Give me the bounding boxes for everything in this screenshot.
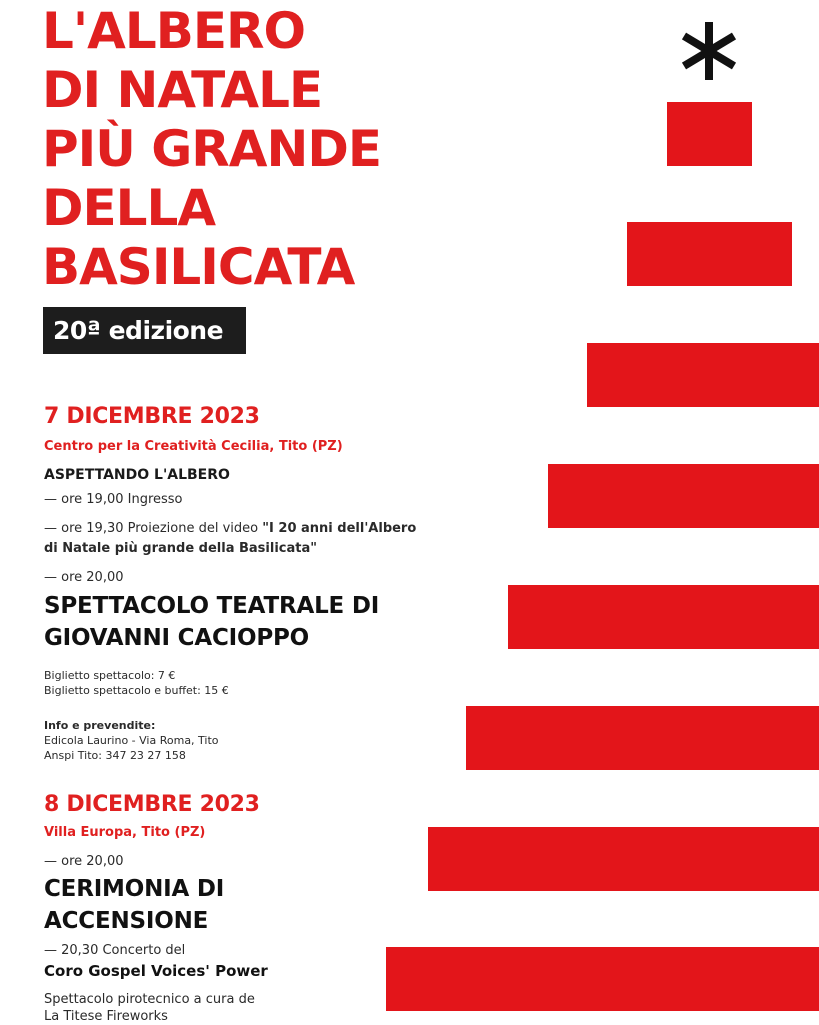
asterisk-star-icon	[676, 18, 742, 84]
event1-line-time: — ore 20,00	[44, 570, 124, 585]
fireworks-line: Spettacolo pirotecnico a cura de	[44, 992, 255, 1007]
video-title-cont: di Natale più grande della Basilicata"	[44, 541, 318, 556]
ticket-price: Biglietto spettacolo e buffet: 15 €	[44, 684, 229, 697]
event1-line-proiezione	[44, 521, 416, 536]
event1-tickets	[44, 668, 229, 698]
event1-date: 7 DICEMBRE 2023	[44, 404, 260, 429]
event1-line-ingresso: — ore 19,00 Ingresso	[44, 492, 183, 507]
video-title: "I 20 anni dell'Albero	[262, 521, 417, 536]
event1-venue: Centro per la Creatività Cecilia, Tito (PZ)	[44, 439, 343, 454]
title-line: DI NATALE	[42, 61, 323, 119]
tree-bar	[508, 585, 819, 649]
event2-fireworks	[44, 991, 255, 1025]
title-line: BASILICATA	[42, 238, 355, 296]
info-label: Info e prevendite:	[44, 719, 156, 732]
event2-venue: Villa Europa, Tito (PZ)	[44, 825, 206, 840]
ceremony-title-line: ACCENSIONE	[44, 908, 209, 934]
event1-show-title	[44, 590, 379, 654]
event2-choir-name: Coro Gospel Voices' Power	[44, 962, 268, 980]
info-line: Anspi Tito: 347 23 27 158	[44, 749, 186, 762]
event2-line-time: — ore 20,00	[44, 854, 124, 869]
title-line: L'ALBERO	[42, 2, 305, 60]
ceremony-title-line: CERIMONIA DI	[44, 876, 225, 902]
tree-bar	[587, 343, 819, 407]
info-line: Edicola Laurino - Via Roma, Tito	[44, 734, 219, 747]
poster-title	[42, 2, 381, 297]
proiezione-text: — ore 19,30 Proiezione del video	[44, 521, 263, 536]
tree-bar	[466, 706, 819, 770]
event1-subtitle: ASPETTANDO L'ALBERO	[44, 467, 230, 483]
event1-line-video-title	[44, 541, 317, 556]
event2-line-concert: — 20,30 Concerto del	[44, 943, 186, 958]
edition-badge: 20ª edizione	[43, 307, 246, 354]
title-line: PIÙ GRANDE	[42, 120, 381, 178]
tree-bar	[627, 222, 792, 286]
event1-info	[44, 718, 219, 763]
event2-ceremony-title	[44, 873, 224, 937]
tree-bar	[667, 102, 752, 166]
show-title-line: GIOVANNI CACIOPPO	[44, 625, 310, 651]
tree-bar	[386, 947, 819, 1011]
tree-bar	[428, 827, 819, 891]
tree-bar	[548, 464, 819, 528]
title-line: DELLA	[42, 179, 216, 237]
event2-date: 8 DICEMBRE 2023	[44, 792, 260, 817]
ticket-price: Biglietto spettacolo: 7 €	[44, 669, 176, 682]
show-title-line: SPETTACOLO TEATRALE DI	[44, 593, 380, 619]
fireworks-line: La Titese Fireworks	[44, 1009, 168, 1024]
